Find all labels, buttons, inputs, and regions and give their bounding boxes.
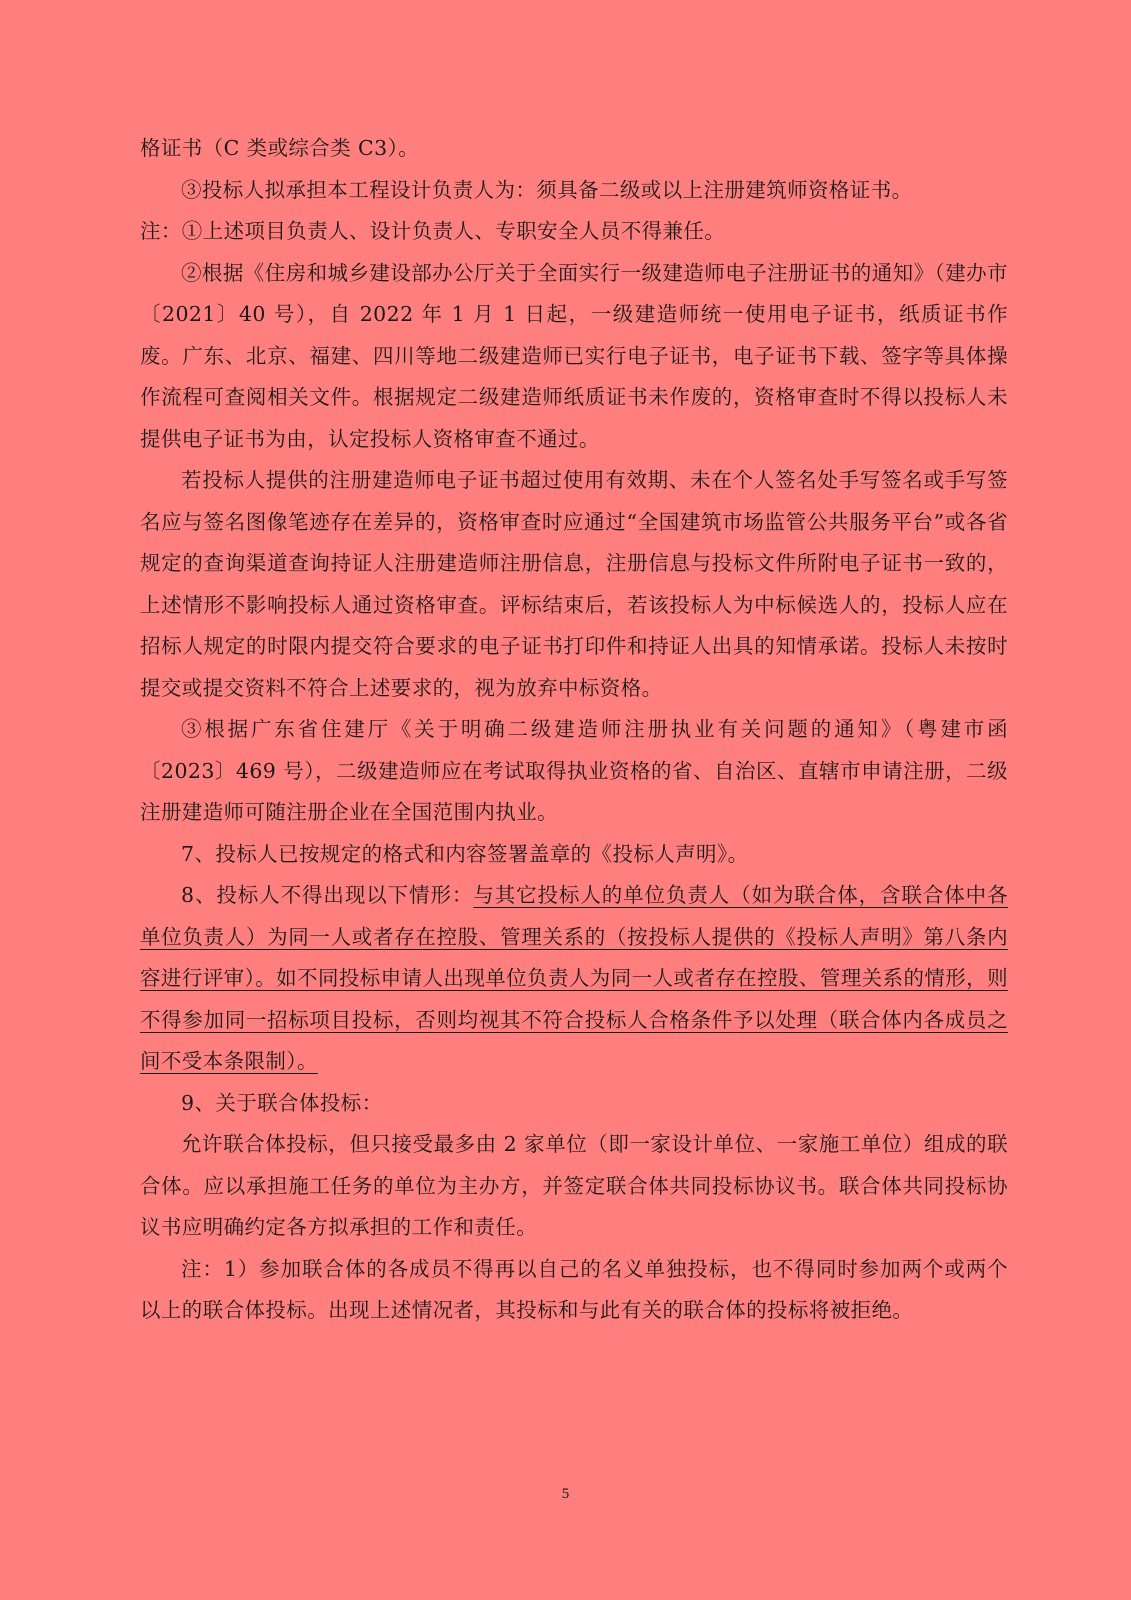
- document-body: [140, 128, 1008, 1332]
- paragraph-item-8: [140, 875, 1008, 1083]
- paragraph-consortium-note: 注：1）参加联合体的各成员不得再以自己的名义单独投标，也不得同时参加两个或两个以上的联合体投标。出现上述情况者，其投标和与此有关的联合体的投标将被拒绝。: [140, 1256, 1008, 1322]
- paragraph-item-9-heading: 9、关于联合体投标：: [181, 1090, 383, 1115]
- paragraph-consortium-rules: 允许联合体投标，但只接受最多由 2 家单位（即一家设计单位、一家施工单位）组成的联合体。应以承担施工任务的单位为主办方，并签定联合体共同投标协议书。联合体共同投标协议书应明确约定各方拟承担的工作和责任。: [140, 1132, 1008, 1239]
- item-8-underlined-clause: 与其它投标人的单位负责人（如为联合体，含联合体中各单位负责人）为同一人或者存在控股、管理关系的（按投标人提供的《投标人声明》第八条内容进行评审）。如不同投标申请人出现单位负责人为同一人或者存在控股、管理关系的情形，则不得参加同一招标项目投标，否则均视其不符合投标人合格条件予以处理（联合体内各成员之间不受本条限制）。: [140, 883, 1008, 1073]
- paragraph-note-no-dual-role: 注：①上述项目负责人、设计负责人、专职安全人员不得兼任。: [140, 219, 726, 243]
- paragraph-guangdong-notice: ③根据广东省住建厅《关于明确二级建造师注册执业有关问题的通知》（粤建市函〔2023〕469 号），二级建造师应在考试取得执业资格的省、自治区、直辖市申请注册，二级注册建造师可随注册企业在全国范围内执业。: [140, 717, 1008, 824]
- page-number: 5: [561, 1486, 570, 1502]
- paragraph-electronic-certificate: ②根据《住房和城乡建设部办公厅关于全面实行一级建造师电子注册证书的通知》（建办市〔2021〕40 号），自 2022 年 1 月 1 日起，一级建造师统一使用电子证书，纸质证书作废。广东、北京、福建、四川等地二级建造师已实行电子证书，电子证书下载、签字等具体操作流程可查阅相关文件。根据规定二级建造师纸质证书未作废的，资格审查时不得以投标人未提供电子证书为由，认定投标人资格审查不通过。: [140, 260, 1008, 451]
- paragraph-certificate-validity: 若投标人提供的注册建造师电子证书超过使用有效期、未在个人签名处手写签名或手写签名应与签名图像笔迹存在差异的，资格审查时应通过“全国建筑市场监管公共服务平台”或各省规定的查询渠道查询持证人注册建造师注册信息，注册信息与投标文件所附电子证书一致的，上述情形不影响投标人通过资格审查。评标结束后，若该投标人为中标候选人的，投标人应在招标人规定的时限内提交符合要求的电子证书打印件和持证人出具的知情承诺。投标人未按时提交或提交资料不符合上述要求的，视为放弃中标资格。: [140, 468, 1008, 700]
- paragraph-item-7: 7、投标人已按规定的格式和内容签署盖章的《投标人声明》。: [181, 841, 749, 866]
- paragraph-design-lead-requirement: ③投标人拟承担本工程设计负责人为：须具备二级或以上注册建筑师资格证书。: [181, 177, 913, 202]
- paragraph-cert-continuation: 格证书（C 类或综合类 C3）。: [140, 136, 420, 160]
- item-8-lead: 8、投标人不得出现以下情形：: [181, 883, 474, 907]
